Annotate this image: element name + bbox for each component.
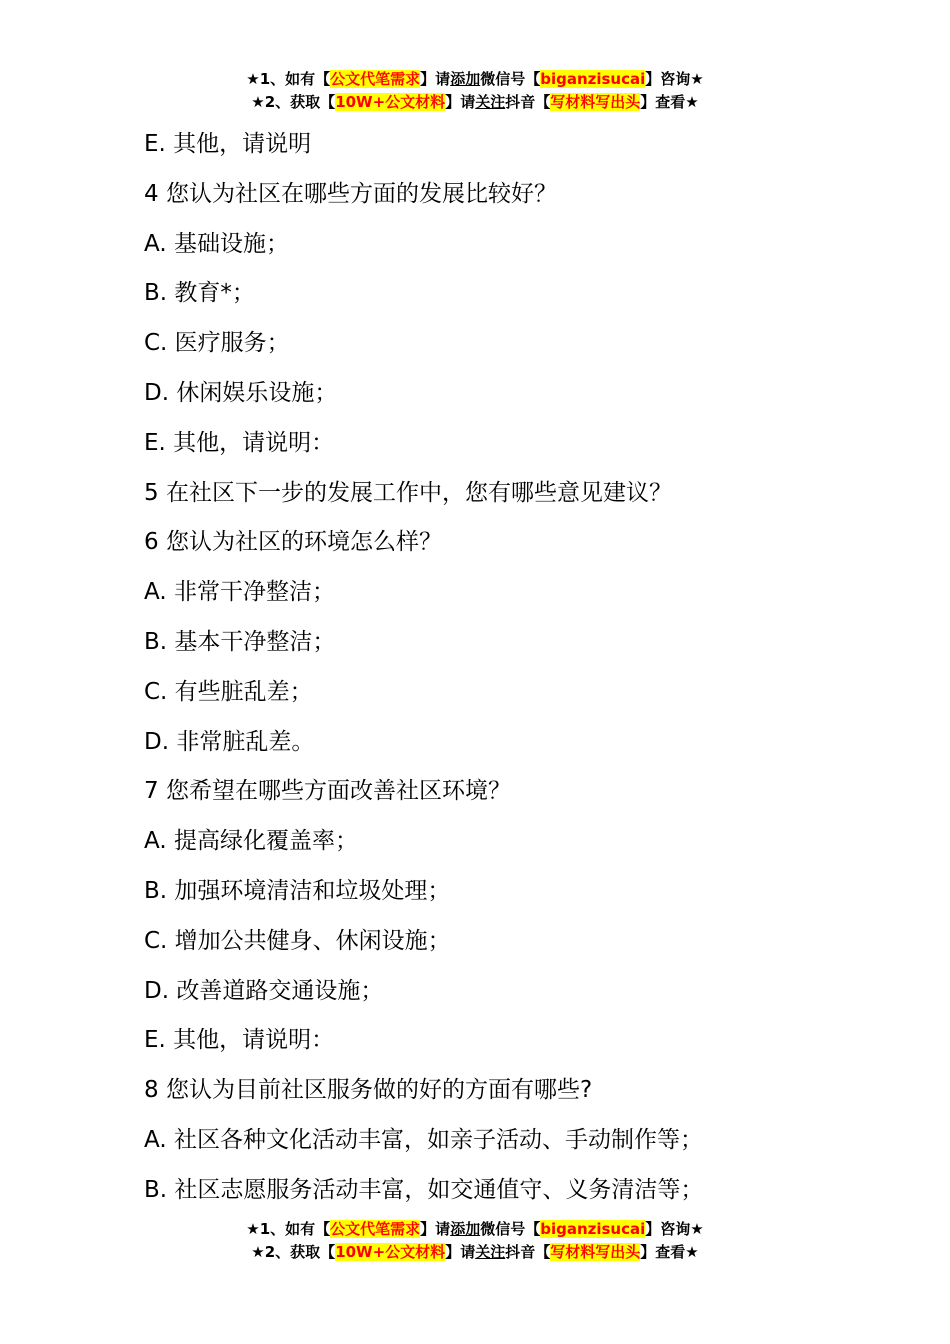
highlight-service: 公文代笔需求 bbox=[330, 1220, 421, 1238]
question-5: 5 在社区下一步的发展工作中，您有哪些意见建议？ bbox=[144, 479, 672, 506]
option-line: C. 有些脏乱差； bbox=[144, 678, 313, 705]
banner-line-2: ★2、获取【10W+公文材料】请关注抖音【写材料写出头】查看★ bbox=[251, 1243, 699, 1261]
question-7: 7 您希望在哪些方面改善社区环境？ bbox=[144, 778, 511, 805]
highlight-materials: 10W+公文材料 bbox=[335, 93, 446, 111]
option-line: B. 加强环境清洁和垃圾处理； bbox=[144, 877, 451, 904]
survey-content bbox=[144, 120, 864, 1216]
option-line: D. 非常脏乱差。 bbox=[144, 728, 315, 755]
banner-line-1: ★1、如有【公文代笔需求】请添加微信号【biganzisucai】咨询★ bbox=[246, 70, 704, 88]
highlight-douyin-account: 写材料写出头 bbox=[550, 93, 641, 111]
highlight-materials: 10W+公文材料 bbox=[335, 1243, 446, 1261]
option-line: E. 其他，请说明： bbox=[144, 1027, 335, 1054]
question-8: 8 您认为目前社区服务做的好的方面有哪些? bbox=[144, 1077, 593, 1104]
question-4: 4 您认为社区在哪些方面的发展比较好？ bbox=[144, 180, 557, 207]
text-line: E. 其他，请说明 bbox=[144, 131, 312, 157]
header-banner bbox=[0, 68, 950, 114]
option-line: B. 教育*； bbox=[144, 280, 255, 307]
highlight-douyin-account: 写材料写出头 bbox=[550, 1243, 641, 1261]
option-line: B. 基本干净整洁； bbox=[144, 628, 336, 655]
banner-line-1: ★1、如有【公文代笔需求】请添加微信号【biganzisucai】咨询★ bbox=[246, 1220, 704, 1238]
option-line: C. 增加公共健身、休闲设施； bbox=[144, 927, 451, 954]
footer-banner bbox=[0, 1218, 950, 1264]
highlight-service: 公文代笔需求 bbox=[330, 70, 421, 88]
highlight-wechat-id: biganzisucai bbox=[540, 1220, 646, 1238]
highlight-wechat-id: biganzisucai bbox=[540, 70, 646, 88]
option-line: B. 社区志愿服务活动丰富，如交通值守、义务清洁等； bbox=[144, 1176, 704, 1203]
question-6: 6 您认为社区的环境怎么样？ bbox=[144, 529, 442, 556]
option-line: A. 社区各种文化活动丰富，如亲子活动、手动制作等； bbox=[144, 1126, 703, 1153]
option-line: A. 提高绿化覆盖率； bbox=[144, 828, 358, 855]
option-line: C. 医疗服务； bbox=[144, 330, 290, 357]
option-line: E. 其他，请说明： bbox=[144, 429, 335, 456]
option-line: D. 改善道路交通设施； bbox=[144, 977, 384, 1004]
option-line: A. 基础设施； bbox=[144, 230, 289, 257]
option-line: A. 非常干净整洁； bbox=[144, 579, 335, 606]
banner-line-2: ★2、获取【10W+公文材料】请关注抖音【写材料写出头】查看★ bbox=[251, 93, 699, 111]
option-line: D. 休闲娱乐设施； bbox=[144, 379, 338, 406]
